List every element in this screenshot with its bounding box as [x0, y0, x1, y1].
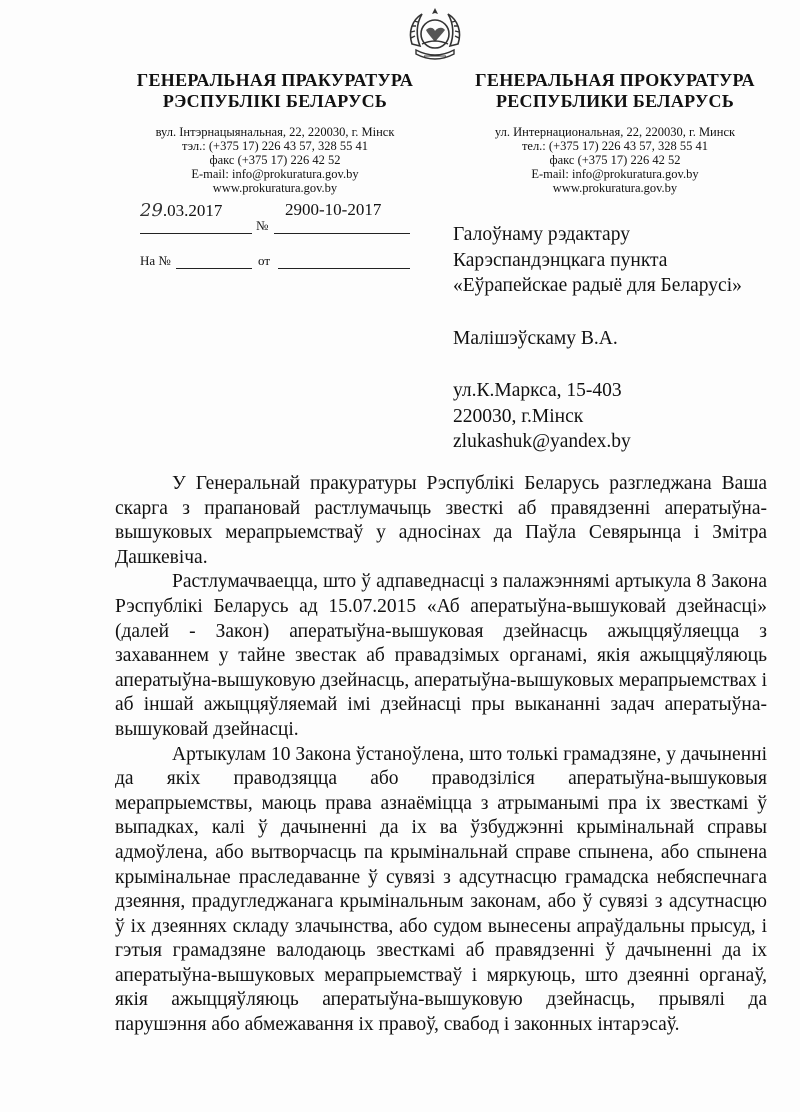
org-fax: факс (+375 17) 226 42 52: [549, 153, 681, 167]
org-fax: факс (+375 17) 226 42 52: [209, 153, 341, 167]
from-label: от: [258, 253, 271, 268]
number-underline: [274, 233, 410, 234]
header-belarusian: [125, 70, 425, 195]
org-name-line2: РЕСПУБЛИКИ БЕЛАРУСЬ: [495, 91, 735, 111]
header-russian: [465, 70, 765, 195]
date-underline: [140, 233, 252, 234]
recipient-block: [453, 222, 742, 455]
letter-body: [115, 472, 767, 1038]
body-paragraph: У Генеральнай пракуратуры Рэспублікі Беларусь разгледжана Ваша скарга з прапановай растлумачыць звесткі аб правядзенні аператыўна-вышуковых мерапрыемстваў у адносінах да Паўла Севярынца і Змітра Дашкевіча.: [115, 473, 767, 568]
reference-underline: [176, 268, 252, 269]
recipient-street: ул.К.Маркса, 15-403: [453, 380, 622, 401]
letter-number: 2900-10-2017: [285, 200, 382, 219]
date-handwritten-day: 29: [140, 200, 163, 221]
org-website: www.prokuratura.gov.by: [552, 181, 678, 195]
org-address: вул. Інтэрнацыянальная, 22, 220030, г. Мінск: [155, 125, 395, 139]
org-name-line2: РЭСПУБЛІКІ БЕЛАРУСЬ: [162, 91, 388, 111]
date-printed: .03.2017: [162, 201, 223, 220]
recipient-line: Галоўнаму рэдактару: [453, 224, 630, 245]
recipient-city: 220030, г.Мінск: [453, 405, 584, 427]
recipient-name: Малішэўскаму В.А.: [453, 327, 618, 349]
contact-block: [465, 125, 765, 195]
body-paragraph: Артыкулам 10 Закона ўстаноўлена, што толькі грамадзяне, у дачыненні да якіх праводзяцца або праводзіліся аператыўна-вышуковыя мерапрыемствы, маюць права азнаёміцца з атрыманымі пра іх звесткамі ў выпадках, калі ў дачыненні да іх ва ўзбуджэнні крымінальнай справы адмоўлена, або вытворчасць па крымінальнай справе спынена, або спынена крымінальнае праследаванне ў сувязі з адсутнасцю грамадска небяспечнага дзеяння, прадугледжанага крымінальным законам, або ў сувязі з адсутнасцю ў іх дзеяннях складу злачынства, або судом вынесены апраўдальны прысуд, і гэтыя грамадзяне валодаюць звесткамі аб правядзенні ў дачыненні да іх аператыўна-вышуковых мерапрыемстваў і мяркуюць, што дзеянні органаў, якія ажыццяўляюць аператыўна-вышуковую дзейнасць, прывялі да парушэння або абмежавання іх правоў, свабод і законных інтарэсаў.: [115, 743, 767, 1036]
contact-block: [125, 125, 425, 195]
org-phone: тэл.: (+375 17) 226 43 57, 328 55 41: [182, 139, 368, 153]
org-address: ул. Интернациональная, 22, 220030, г. Минск: [494, 125, 736, 139]
number-sign: №: [256, 218, 269, 233]
org-phone: тел.: (+375 17) 226 43 57, 328 55 41: [521, 139, 709, 153]
recipient-email: zlukashuk@yandex.by: [453, 431, 631, 452]
letter-date: [140, 200, 222, 221]
org-email: E-mail: info@prokuratura.gov.by: [531, 167, 699, 181]
org-name-line1: ГЕНЕРАЛЬНАЯ ПРОКУРАТУРА: [475, 70, 755, 90]
reference-label: На №: [140, 253, 171, 268]
registration-block: [140, 200, 410, 270]
recipient-line: Карэспандэнцкага пункта: [453, 249, 668, 271]
from-underline: [278, 268, 410, 269]
body-paragraph: Растлумачваецца, што ў адпаведнасці з палажэннямі артыкула 8 Закона Рэспублікі Беларусь ад 15.07.2015 «Аб аператыўна-вышуковай дзейнасці» (далей - Закон) аператыўна-вышуковая дзейнасць ажыццяўляецца з захаваннем у тайне звестак аб правадзімых органамі, якія ажыццяўляюць аператыўна-вышуковую дзейнасць, аператыўна-вышуковых мерапрыемствах і аб іншай ажыццяўляемай імі дзейнасці пры выкананні задач аператыўна-вышуковай дзейнасці.: [115, 571, 768, 740]
org-email: E-mail: info@prokuratura.gov.by: [191, 167, 359, 181]
org-name-line1: ГЕНЕРАЛЬНАЯ ПРАКУРАТУРА: [136, 70, 414, 90]
state-emblem-icon: [402, 4, 468, 70]
recipient-line: «Еўрапейскае радыё для Беларусі»: [453, 275, 742, 296]
org-website: www.prokuratura.gov.by: [212, 181, 338, 195]
